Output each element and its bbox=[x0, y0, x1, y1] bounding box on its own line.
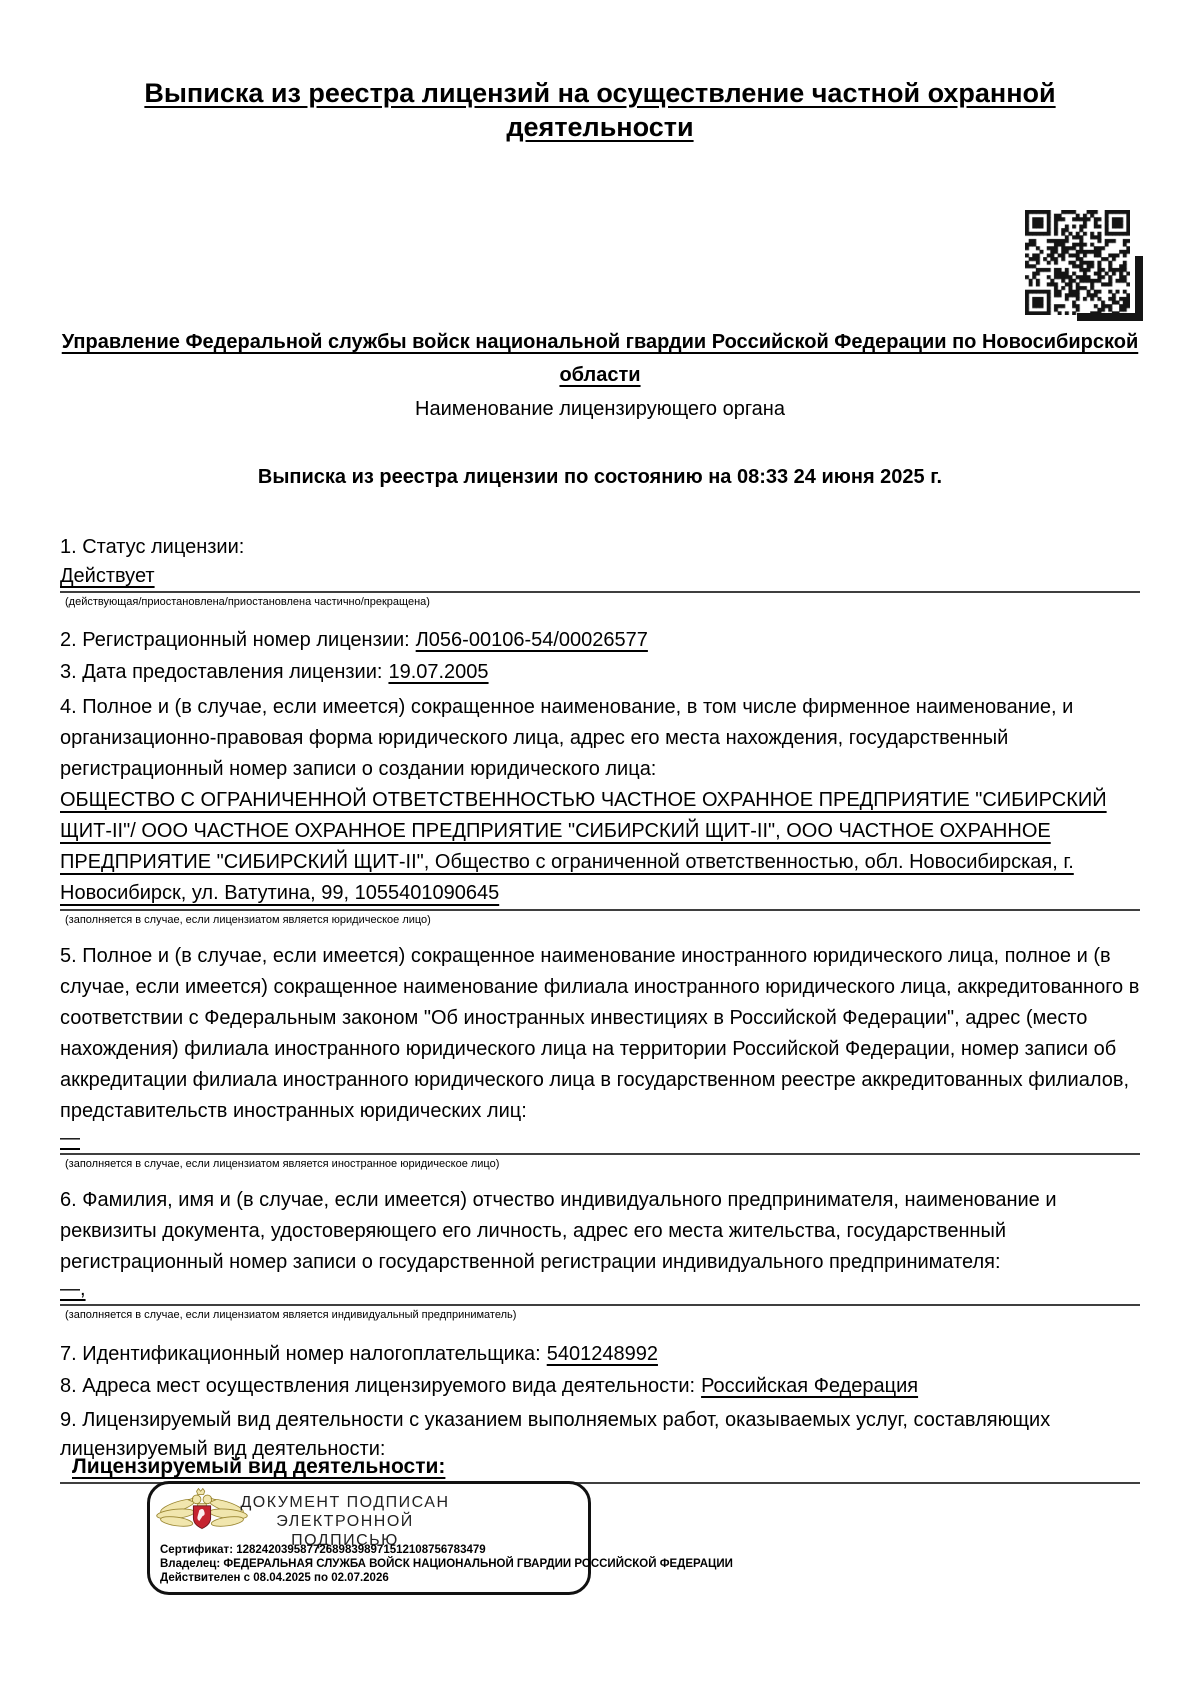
field-foreign-entity-note: (заполняется в случае, если лицензиатом является иностранное юридическое лицо) bbox=[65, 1158, 500, 1170]
field-entrepreneur-note: (заполняется в случае, если лицензиатом является индивидуальный предприниматель) bbox=[65, 1309, 517, 1321]
extract-statement: Выписка из реестра лицензии по состоянию на 08:33 24 июня 2025 г. bbox=[257, 466, 943, 488]
field-status-value: Действует bbox=[60, 565, 1140, 593]
stamp-owner: Владелец: ФЕДЕРАЛЬНАЯ СЛУЖБА ВОЙСК НАЦИОНАЛЬНОЙ ГВАРДИИ РОССИЙСКОЙ ФЕДЕРАЦИИ bbox=[160, 1558, 733, 1570]
field-legal-entity-note: (заполняется в случае, если лицензиатом является юридическое лицо) bbox=[65, 914, 431, 926]
stamp-title-line1: ДОКУМЕНТ ПОДПИСАН bbox=[240, 1494, 450, 1511]
stamp-validity: Действителен с 08.04.2025 по 02.07.2026 bbox=[160, 1572, 389, 1584]
licensing-authority-name: Управление Федеральной службы войск национальной гвардии Российской Федерации по Новосибирской области bbox=[61, 331, 1139, 386]
field-grant-date-label: 3. Дата предоставления лицензии: bbox=[60, 661, 383, 683]
stamp-certificate: Сертификат: 128242039587726898398971512108756783479 bbox=[160, 1544, 486, 1556]
field-activity-sublabel: Лицензируемый вид деятельности: bbox=[72, 1455, 446, 1478]
field-grant-date bbox=[60, 660, 1140, 684]
field-foreign-entity-value: — bbox=[60, 1127, 1140, 1155]
field-activity-sublabel-row bbox=[60, 1454, 1140, 1484]
stamp-title-line2: ЭЛЕКТРОННОЙ ПОДПИСЬЮ bbox=[276, 1513, 414, 1549]
licensing-authority-caption: Наименование лицензирующего органа bbox=[415, 398, 785, 420]
field-addresses bbox=[60, 1374, 1140, 1398]
field-reg-number bbox=[60, 628, 1140, 652]
field-inn bbox=[60, 1342, 1140, 1366]
field-activity-label: 9. Лицензируемый вид деятельности с указанием выполняемых работ, оказываемых услуг, составляющих лицензируемый вид деятельности: bbox=[60, 1409, 1051, 1460]
qr-corner-bracket bbox=[1077, 256, 1143, 321]
field-reg-number-value: Л056-00106-54/00026577 bbox=[415, 629, 648, 651]
field-inn-label: 7. Идентификационный номер налогоплательщика: bbox=[60, 1343, 541, 1365]
field-addresses-label: 8. Адреса мест осуществления лицензируемого вида деятельности: bbox=[60, 1375, 696, 1397]
page-title: Выписка из реестра лицензий на осуществление частной охранной деятельности bbox=[144, 78, 1056, 142]
field-legal-entity-label: 4. Полное и (в случае, если имеется) сокращенное наименование, в том числе фирменное наименование, и организационно-правовая форма юридического лица, адрес его места нахождения, государственный регистрационный номер записи о создании юридического лица: bbox=[60, 696, 1074, 780]
field-entrepreneur-value: —, bbox=[60, 1278, 1140, 1306]
field-reg-number-label: 2. Регистрационный номер лицензии: bbox=[60, 629, 410, 651]
field-status-label: 1. Статус лицензии: bbox=[60, 536, 245, 558]
field-entrepreneur-label: 6. Фамилия, имя и (в случае, если имеется) отчество индивидуального предпринимателя, наименование и реквизиты документа, удостоверяющего его личность, адрес его места жительства, государственный регистрационный номер записи о государственной регистрации индивидуального предпринимателя: bbox=[60, 1189, 1057, 1273]
field-status-note: (действующая/приостановлена/приостановлена частично/прекращена) bbox=[65, 596, 430, 608]
field-grant-date-value: 19.07.2005 bbox=[388, 661, 489, 683]
field-foreign-entity-label: 5. Полное и (в случае, если имеется) сокращенное наименование иностранного юридического лица, полное и (в случае, если имеется) сокращенное наименование филиала иностранного юридического лица, аккредитованного в соответствии с Федеральным законом "Об иностранных инвестициях в Российской Федерации", адрес (место нахождения) филиала иностранного юридического лица на территории Российской Федерации, номер записи об аккредитации филиала иностранного юридического лица в государственном реестре аккредитованных филиалов, представительств иностранных юридических лиц: bbox=[60, 945, 1140, 1122]
field-inn-value: 5401248992 bbox=[546, 1343, 658, 1365]
field-legal-entity-value: ОБЩЕСТВО С ОГРАНИЧЕННОЙ ОТВЕТСТВЕННОСТЬЮ ЧАСТНОЕ ОХРАННОЕ ПРЕДПРИЯТИЕ "СИБИРСКИЙ ЩИТ-II"/ ООО ЧАСТНОЕ ОХРАННОЕ ПРЕДПРИЯТИЕ "СИБИРСКИЙ ЩИТ-II", ООО ЧАСТНОЕ ОХРАННОЕ ПРЕДПРИЯТИЕ "СИБИРСКИЙ ЩИТ-II", Общество с ограниченной ответственностью, обл. Новосибирская, г. Новосибирск, ул. Ватутина, 99, 1055401090645 bbox=[60, 785, 1140, 911]
field-addresses-value: Российская Федерация bbox=[701, 1375, 919, 1397]
electronic-signature-stamp bbox=[147, 1481, 733, 1595]
